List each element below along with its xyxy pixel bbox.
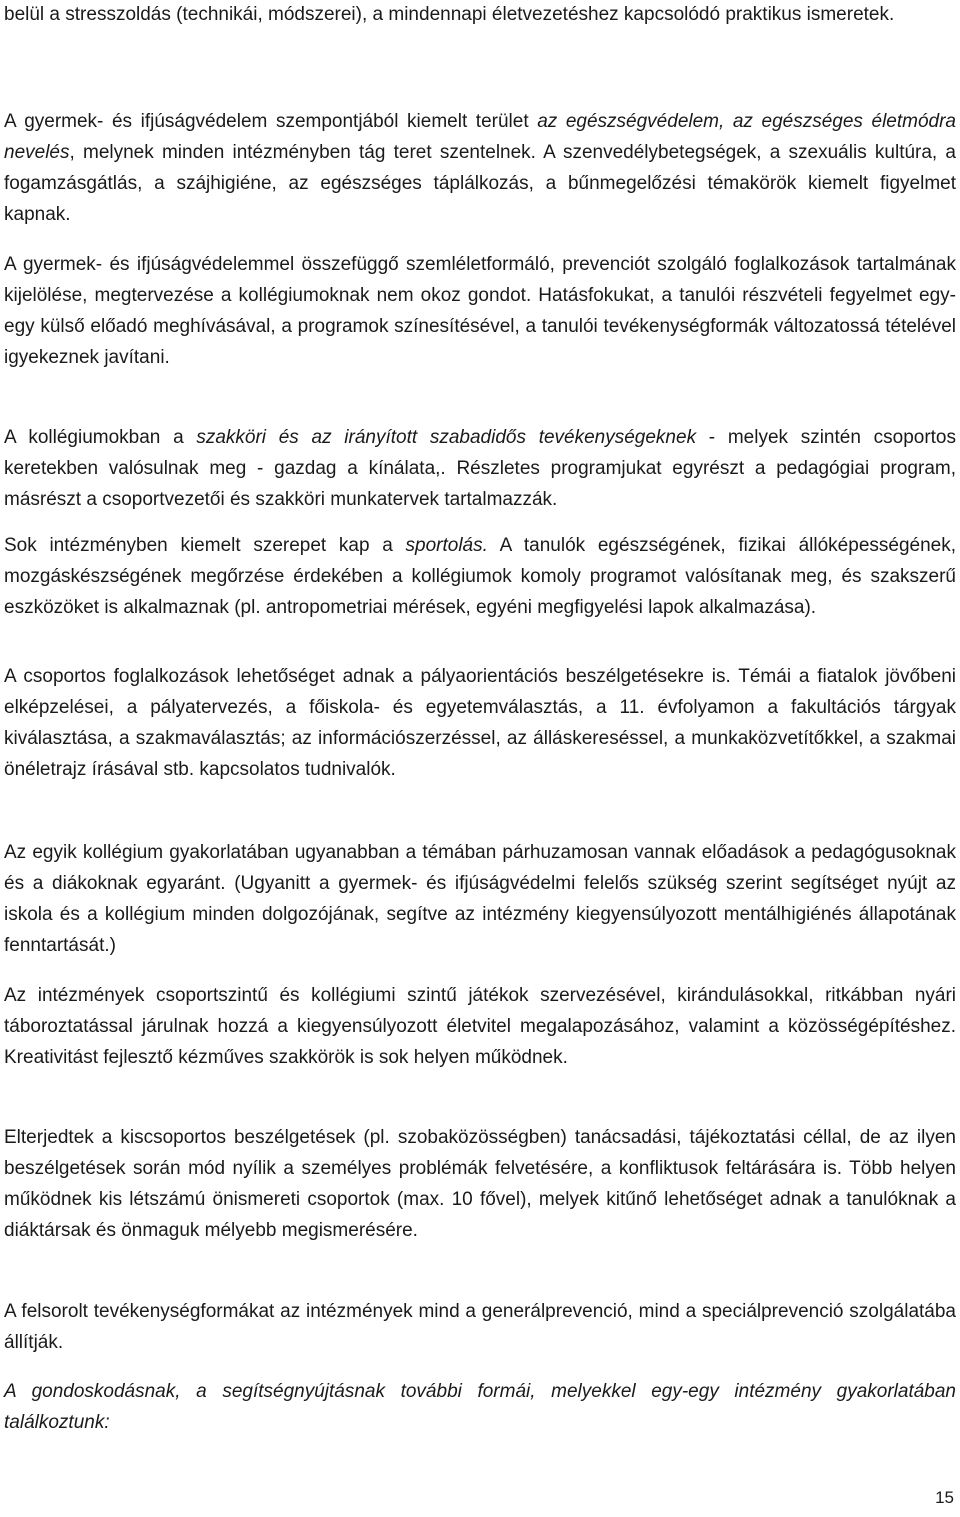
paragraph-small-group-talks <box>4 1122 956 1246</box>
paragraph-clubs-leisure <box>4 422 956 515</box>
page-number: 15 <box>935 1488 954 1507</box>
text-run: A gyermek- és ifjúságvédelemmel összefüggő szemléletformáló, prevenciót szolgáló foglalkozások tartalmának kijelölése, megtervezése a kollégiumoknak nem okoz gondot. Hatásfokukat, a tanulói részvételi fegyelmet egy-egy külső előadó meghívásával, a programok színesítésével, a tanulói tevékenységformák változatossá tételével igyekeznek javítani. <box>4 254 956 368</box>
paragraph-stress-relief <box>4 0 956 29</box>
text-run: - melyek szintén csoportos keretekben valósulnak meg - gazdag a kínálata,. Részletes programjukat egyrészt a pedagógiai program, másrészt a csoportvezetői és szakköri munkatervek tartalmazzák. <box>4 427 956 510</box>
paragraph-prevention-summary <box>4 1296 956 1358</box>
text-run: A gyermek- és ifjúságvédelem szempontjából kiemelt terület <box>4 111 538 132</box>
paragraph-sports <box>4 530 956 623</box>
emphasized-text: A gondoskodásnak, a segítségnyújtásnak további formái, melyekkel egy-egy intézmény gyakorlatában találkoztunk: <box>4 1381 956 1433</box>
paragraph-community-games <box>4 980 956 1073</box>
text-run: Az intézmények csoportszintű és kollégiumi szintű játékok szervezésével, kirándulásokkal, ritkábban nyári táboroztatással járulnak hozzá a kiegyensúlyozott életvitel megalapozásához, valamint a közösségépítéshez. Kreativitást fejlesztő kézműves szakkörök is sok helyen működnek. <box>4 985 956 1068</box>
text-run: Sok intézményben kiemelt szerepet kap a <box>4 535 406 556</box>
text-run: A felsorolt tevékenységformákat az intézmények mind a generálprevenció, mind a speciálprevenció szolgálatába állítják. <box>4 1301 956 1353</box>
paragraph-further-forms <box>4 1376 956 1438</box>
text-run: A kollégiumokban a <box>4 427 197 448</box>
text-run: Elterjedtek a kiscsoportos beszélgetések (pl. szobaközösségben) tanácsadási, tájékoztatási céllal, de az ilyen beszélgetések során mód nyílik a személyes problémák felvetésére, a konfliktusok feltárására is. Több helyen működnek kis létszámú önismereti csoportok (max. 10 fővel), melyek kitűnő lehetőséget adnak a tanulóknak a diáktársak és önmaguk mélyebb megismerésére. <box>4 1127 956 1241</box>
text-run: Az egyik kollégium gyakorlatában ugyanabban a témában párhuzamosan vannak előadások a pedagógusoknak és a diákoknak egyaránt. (Ugyanitt a gyermek- és ifjúságvédelmi felelős szükség szerint segítséget nyújt az iskola és a kollégium minden dolgozójának, segítve az intézmény kiegyensúlyozott mentálhigiénés állapotának fenntartását.) <box>4 842 956 956</box>
emphasized-text: sportolás. <box>405 535 488 556</box>
text-run: belül a stresszoldás (technikái, módszerei), a mindennapi életvezetéshez kapcsolódó praktikus ismeretek. <box>4 4 895 25</box>
paragraph-career-orientation <box>4 661 956 785</box>
text-run: A csoportos foglalkozások lehetőséget adnak a pályaorientációs beszélgetésekre is. Témái a fiatalok jövőbeni elképzelései, a pályatervezés, a főiskola- és egyetemválasztás, a 11. évfolyamon a fakultációs tárgyak kiválasztása, a szakmaválasztás; az információszerzéssel, az álláskereséssel, a munkaközvetítőkkel, a szakmai önéletrajz írásával stb. kapcsolatos tudnivalók. <box>4 666 956 780</box>
text-run: , melynek minden intézményben tág teret szentelnek. A szenvedélybetegségek, a szexuális kultúra, a fogamzásgátlás, a szájhigiéne, az egészséges táplálkozás, a bűnmegelőzési témakörök kiemelt figyelmet kapnak. <box>4 142 956 225</box>
paragraph-lectures <box>4 837 956 961</box>
text-run: A tanulók egészségének, fizikai állóképességének, mozgáskészségének megőrzése érdekében a kollégiumok komoly programot valósítanak meg, és szakszerű eszközöket is alkalmaznak (pl. antropometriai mérések, egyéni megfigyelési lapok alkalmazása). <box>4 535 956 618</box>
paragraph-prevention-activities <box>4 249 956 373</box>
paragraph-health-protection <box>4 106 956 230</box>
emphasized-text: szakköri és az irányított szabadidős tevékenységeknek <box>196 427 697 448</box>
emphasized-text: az egészségvédelem, az egészséges életmódra nevelés <box>4 111 956 163</box>
